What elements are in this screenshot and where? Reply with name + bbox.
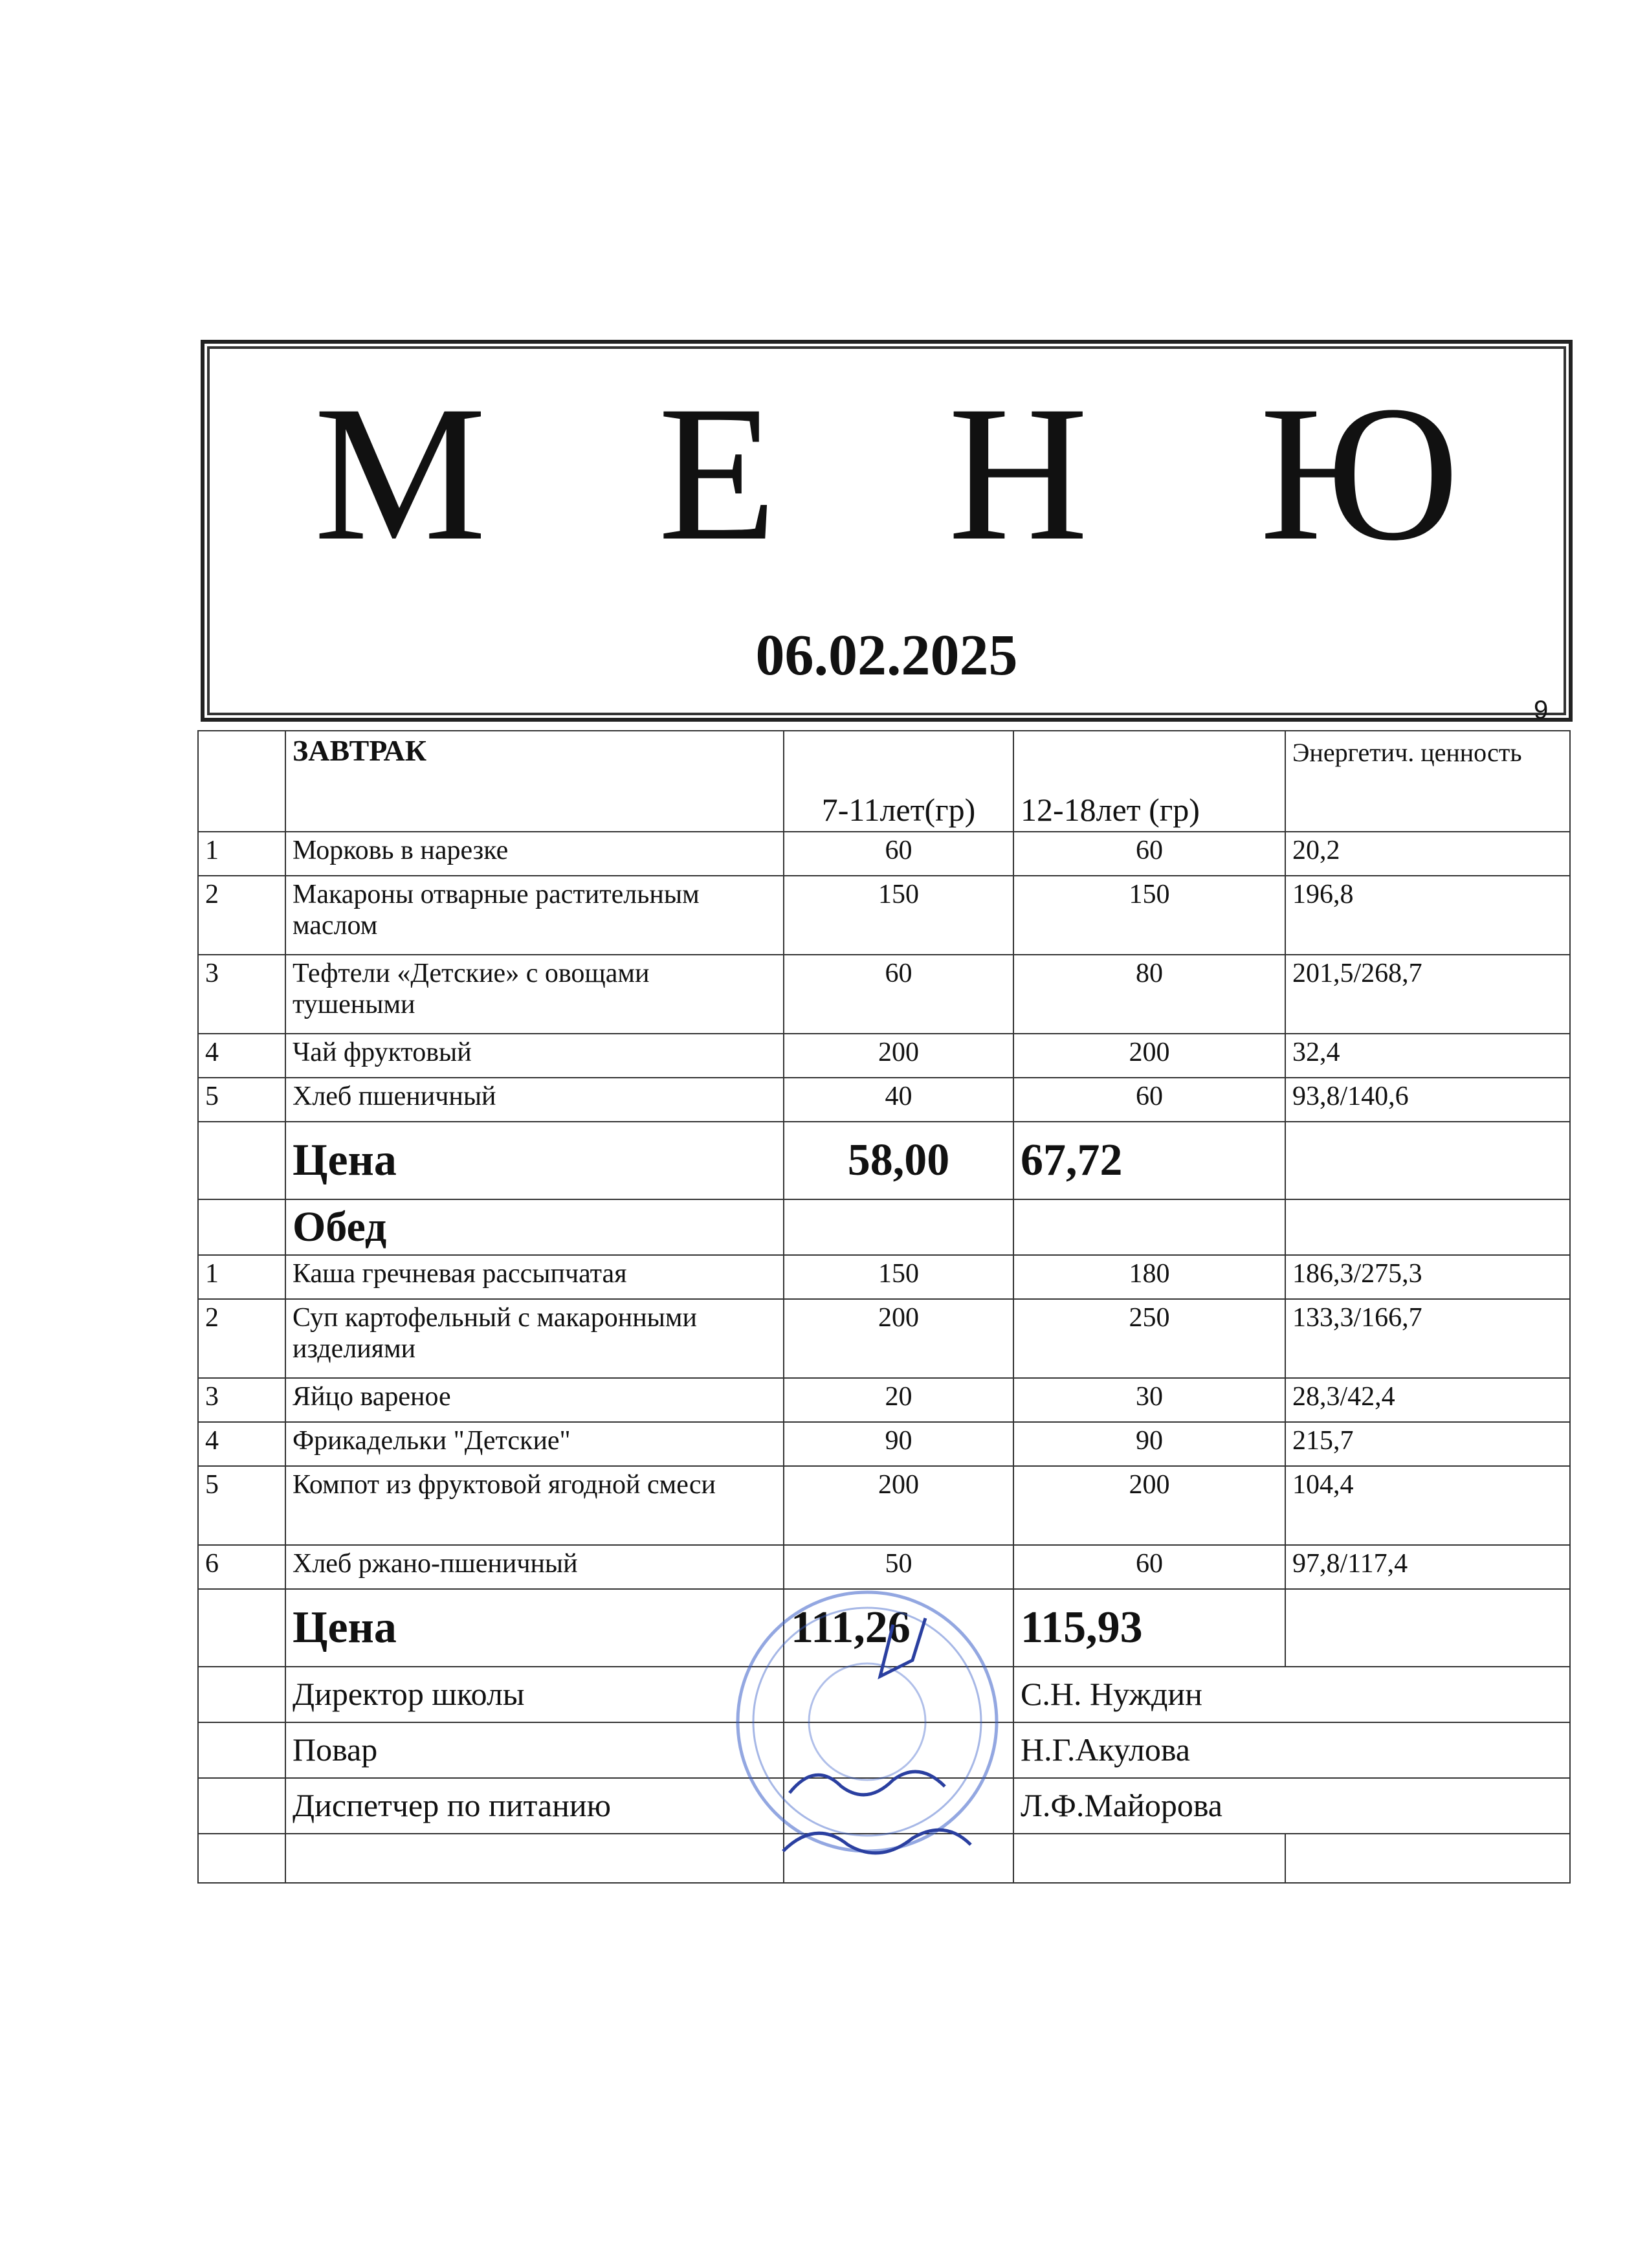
energy-value: 93,8/140,6: [1285, 1078, 1570, 1122]
dish-name: Суп картофельный с макаронными изделиями: [285, 1299, 784, 1378]
portion-7-11: 150: [784, 1255, 1013, 1299]
table-row: [198, 1299, 1570, 1378]
portion-12-18: 60: [1013, 1545, 1285, 1589]
portion-12-18: 90: [1013, 1422, 1285, 1466]
portion-7-11: 90: [784, 1422, 1013, 1466]
dish-name: Фрикадельки "Детские": [285, 1422, 784, 1466]
title-box: [201, 340, 1573, 722]
empty-cell: [1285, 1834, 1570, 1883]
signature-space: [784, 1778, 1013, 1834]
empty-cell: [285, 1834, 784, 1883]
energy-value: 201,5/268,7: [1285, 955, 1570, 1034]
signature-row: [198, 1722, 1570, 1778]
empty-cell: [1285, 1199, 1570, 1255]
dish-name: Каша гречневая рассыпчатая: [285, 1255, 784, 1299]
empty-cell: [198, 1834, 285, 1883]
lunch-section-title: Обед: [285, 1199, 784, 1255]
empty-cell: [1013, 1834, 1285, 1883]
table-row: [198, 1545, 1570, 1589]
dish-name: Хлеб пшеничный: [285, 1078, 784, 1122]
header-energy: Энергетич. ценность: [1285, 731, 1570, 832]
signature-row: [198, 1667, 1570, 1722]
signature-role: Директор школы: [285, 1667, 784, 1722]
portion-7-11: 40: [784, 1078, 1013, 1122]
lunch-price-row: [198, 1589, 1570, 1667]
row-number: 1: [198, 1255, 285, 1299]
dish-name: Макароны отварные растительным маслом: [285, 876, 784, 955]
table-row: [198, 955, 1570, 1034]
table-row: [198, 1466, 1570, 1545]
row-number: 3: [198, 1378, 285, 1422]
portion-12-18: 60: [1013, 832, 1285, 876]
empty-row: [198, 1834, 1570, 1883]
dish-name: Чай фруктовый: [285, 1034, 784, 1078]
row-number: 4: [198, 1034, 285, 1078]
portion-12-18: 200: [1013, 1466, 1285, 1545]
breakfast-price-row: [198, 1122, 1570, 1199]
menu-table: [197, 730, 1571, 1884]
portion-12-18: 60: [1013, 1078, 1285, 1122]
price-label: Цена: [285, 1589, 784, 1667]
row-number: 1: [198, 832, 285, 876]
portion-7-11: 60: [784, 955, 1013, 1034]
portion-12-18: 80: [1013, 955, 1285, 1034]
row-number: 2: [198, 876, 285, 955]
dish-name: Яйцо вареное: [285, 1378, 784, 1422]
empty-cell: [784, 1834, 1013, 1883]
breakfast-section-title: ЗАВТРАК: [285, 731, 784, 832]
row-number: 3: [198, 955, 285, 1034]
signature-person: Л.Ф.Майорова: [1013, 1778, 1570, 1834]
portion-12-18: 200: [1013, 1034, 1285, 1078]
price-energy-cell: [1285, 1589, 1570, 1667]
dish-name: Морковь в нарезке: [285, 832, 784, 876]
energy-value: 104,4: [1285, 1466, 1570, 1545]
table-row: [198, 1422, 1570, 1466]
portion-7-11: 150: [784, 876, 1013, 955]
table-row: [198, 876, 1570, 955]
table-row: [198, 1034, 1570, 1078]
price-num-cell: [198, 1589, 285, 1667]
price-label: Цена: [285, 1122, 784, 1199]
lunch-header-row: [198, 1199, 1570, 1255]
table-row: [198, 1078, 1570, 1122]
signature-person: Н.Г.Акулова: [1013, 1722, 1570, 1778]
page-title: М Е Н Ю: [314, 366, 1521, 581]
page-number: 9: [1534, 696, 1549, 724]
price-energy-cell: [1285, 1122, 1570, 1199]
row-number: 5: [198, 1466, 285, 1545]
dish-name: Компот из фруктовой ягодной смеси: [285, 1466, 784, 1545]
signature-role: Диспетчер по питанию: [285, 1778, 784, 1834]
portion-12-18: 150: [1013, 876, 1285, 955]
price-12-18: 115,93: [1013, 1589, 1285, 1667]
header-num-cell: [198, 731, 285, 832]
portion-7-11: 200: [784, 1299, 1013, 1378]
table-row: [198, 1255, 1570, 1299]
portion-7-11: 200: [784, 1034, 1013, 1078]
portion-7-11: 60: [784, 832, 1013, 876]
table-row: [198, 1378, 1570, 1422]
header-age-7-11: 7-11лет(гр): [784, 731, 1013, 832]
price-12-18: 67,72: [1013, 1122, 1285, 1199]
dish-name: Тефтели «Детские» с овощами тушеными: [285, 955, 784, 1034]
empty-cell: [198, 1722, 285, 1778]
energy-value: 196,8: [1285, 876, 1570, 955]
energy-value: 20,2: [1285, 832, 1570, 876]
table-row: [198, 832, 1570, 876]
header-age-12-18: 12-18лет (гр): [1013, 731, 1285, 832]
row-number: 5: [198, 1078, 285, 1122]
empty-cell: [784, 1199, 1013, 1255]
portion-7-11: 50: [784, 1545, 1013, 1589]
energy-value: 186,3/275,3: [1285, 1255, 1570, 1299]
energy-value: 97,8/117,4: [1285, 1545, 1570, 1589]
signature-person: С.Н. Нуждин: [1013, 1667, 1570, 1722]
price-num-cell: [198, 1122, 285, 1199]
empty-cell: [198, 1667, 285, 1722]
lunch-num-cell: [198, 1199, 285, 1255]
portion-7-11: 200: [784, 1466, 1013, 1545]
row-number: 4: [198, 1422, 285, 1466]
portion-12-18: 30: [1013, 1378, 1285, 1422]
signature-space: [784, 1722, 1013, 1778]
energy-value: 215,7: [1285, 1422, 1570, 1466]
signature-space: [784, 1667, 1013, 1722]
row-number: 6: [198, 1545, 285, 1589]
row-number: 2: [198, 1299, 285, 1378]
energy-value: 28,3/42,4: [1285, 1378, 1570, 1422]
portion-12-18: 250: [1013, 1299, 1285, 1378]
dish-name: Хлеб ржано-пшеничный: [285, 1545, 784, 1589]
signature-role: Повар: [285, 1722, 784, 1778]
portion-12-18: 180: [1013, 1255, 1285, 1299]
energy-value: 32,4: [1285, 1034, 1570, 1078]
empty-cell: [1013, 1199, 1285, 1255]
empty-cell: [198, 1778, 285, 1834]
menu-date: 06.02.2025: [755, 623, 1018, 687]
price-7-11: 58,00: [784, 1122, 1013, 1199]
energy-value: 133,3/166,7: [1285, 1299, 1570, 1378]
portion-7-11: 20: [784, 1378, 1013, 1422]
signature-row: [198, 1778, 1570, 1834]
header-row: [198, 731, 1570, 832]
price-7-11: 111,26: [784, 1589, 1013, 1667]
